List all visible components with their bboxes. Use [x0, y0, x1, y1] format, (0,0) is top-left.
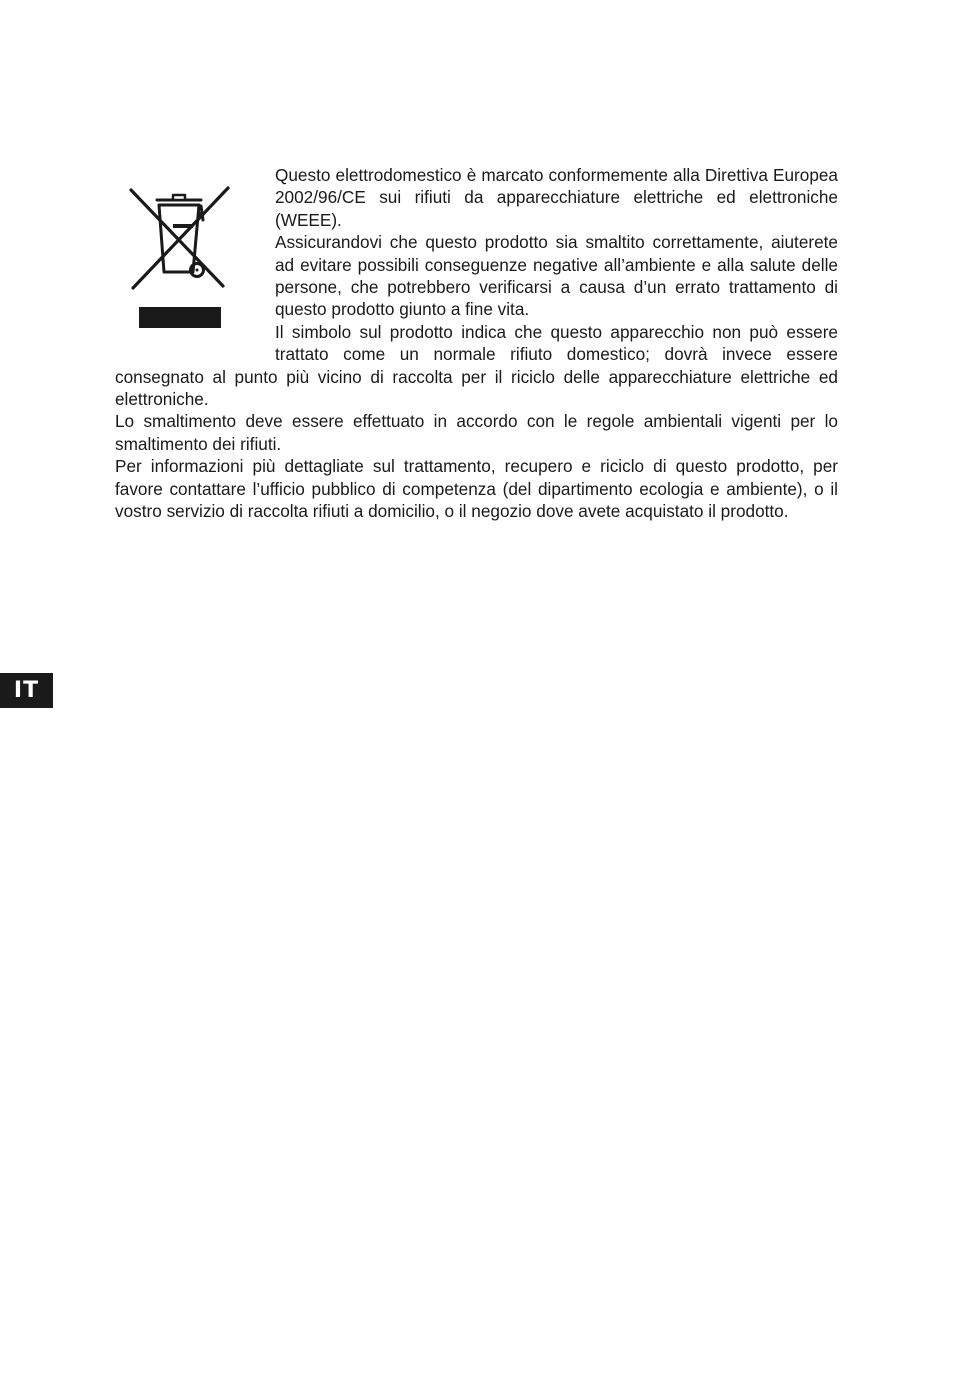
paragraph-symbol: Il simbolo sul prodotto indica che questo apparecchio non può essere trattato come un normale rifiuto domestico; dovrà invece essere consegnato al punto più vicino di raccolta per il riciclo delle apparecchiature elettriche ed elettroniche.	[115, 321, 838, 410]
weee-notice	[115, 164, 838, 523]
paragraph-directive: Questo elettrodomestico è marcato conformemente alla Direttiva Europea 2002/96/CE sui rifiuti da apparecchiature elettriche ed elettroniche (WEEE).	[275, 165, 838, 230]
weee-symbol	[115, 164, 275, 345]
crossed-out-wheeled-bin-icon	[127, 184, 233, 296]
paragraph-disposal: Assicurandovi che questo prodotto sia smaltito correttamente, aiuterete ad evitare possibili conseguenze negative all’ambiente e alla salute delle persone, che potrebbero verificarsi a causa d’un errato trattamento di questo prodotto giunto a fine vita.	[275, 232, 838, 320]
language-tab: IT	[0, 673, 53, 708]
paragraph-regulations: Lo smaltimento deve essere effettuato in accordo con le regole ambientali vigenti per lo smaltimento dei rifiuti.	[115, 411, 838, 454]
weee-black-bar	[139, 307, 221, 328]
paragraph-information: Per informazioni più dettagliate sul trattamento, recupero e riciclo di questo prodotto, per favore contattare l’ufficio pubblico di competenza (del dipartimento ecologia e ambiente), o il vostro servizio di raccolta rifiuti a domicilio, o il negozio dove avete acquistato il prodotto.	[115, 456, 838, 522]
